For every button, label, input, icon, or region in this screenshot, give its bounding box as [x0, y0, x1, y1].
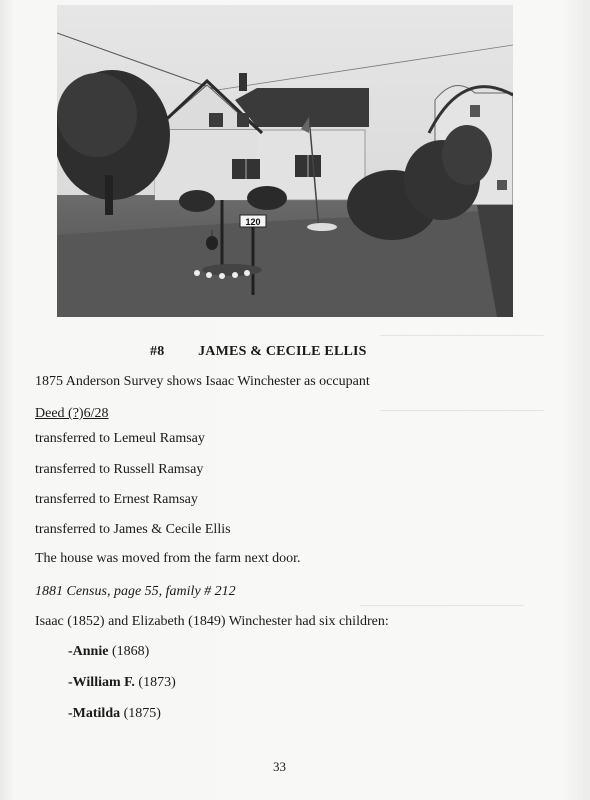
transfer-line: transferred to Lemeul Ramsay	[35, 431, 205, 446]
child-name: -Annie	[68, 644, 109, 659]
page-heading	[150, 344, 367, 360]
child-birth-year: (1868)	[111, 644, 150, 659]
child-birth-year: (1875)	[123, 706, 161, 721]
house-moved-line: The house was moved from the farm next door.	[35, 551, 301, 566]
property-number: #8	[150, 344, 165, 359]
children-intro-line: Isaac (1852) and Elizabeth (1849) Winchester had six children:	[35, 614, 389, 629]
survey-line: 1875 Anderson Survey shows Isaac Winchester as occupant	[35, 374, 370, 389]
page-number: 33	[273, 759, 286, 774]
property-owners: JAMES & CECILE ELLIS	[198, 344, 367, 359]
transfer-line: transferred to Ernest Ramsay	[35, 492, 198, 507]
house-photograph	[57, 5, 513, 317]
child-entry	[68, 675, 176, 691]
bleed-through-text: ─────────────────────	[380, 330, 544, 342]
transfer-line: transferred to Russell Ramsay	[35, 462, 204, 477]
deed-line: Deed (?)6/28	[35, 406, 109, 421]
child-entry	[68, 706, 161, 722]
house-number-sign: 120	[245, 217, 261, 227]
transfer-line: transferred to James & Cecile Ellis	[35, 522, 231, 537]
bleed-through-text: ─────────────────────	[380, 405, 544, 417]
bleed-through-text: ─────────────────────	[360, 600, 524, 612]
child-entry	[68, 644, 149, 660]
child-name: -William F.	[68, 675, 135, 690]
child-name: -Matilda	[68, 706, 121, 721]
census-line: 1881 Census, page 55, family # 212	[35, 584, 236, 599]
child-birth-year: (1873)	[138, 675, 176, 690]
